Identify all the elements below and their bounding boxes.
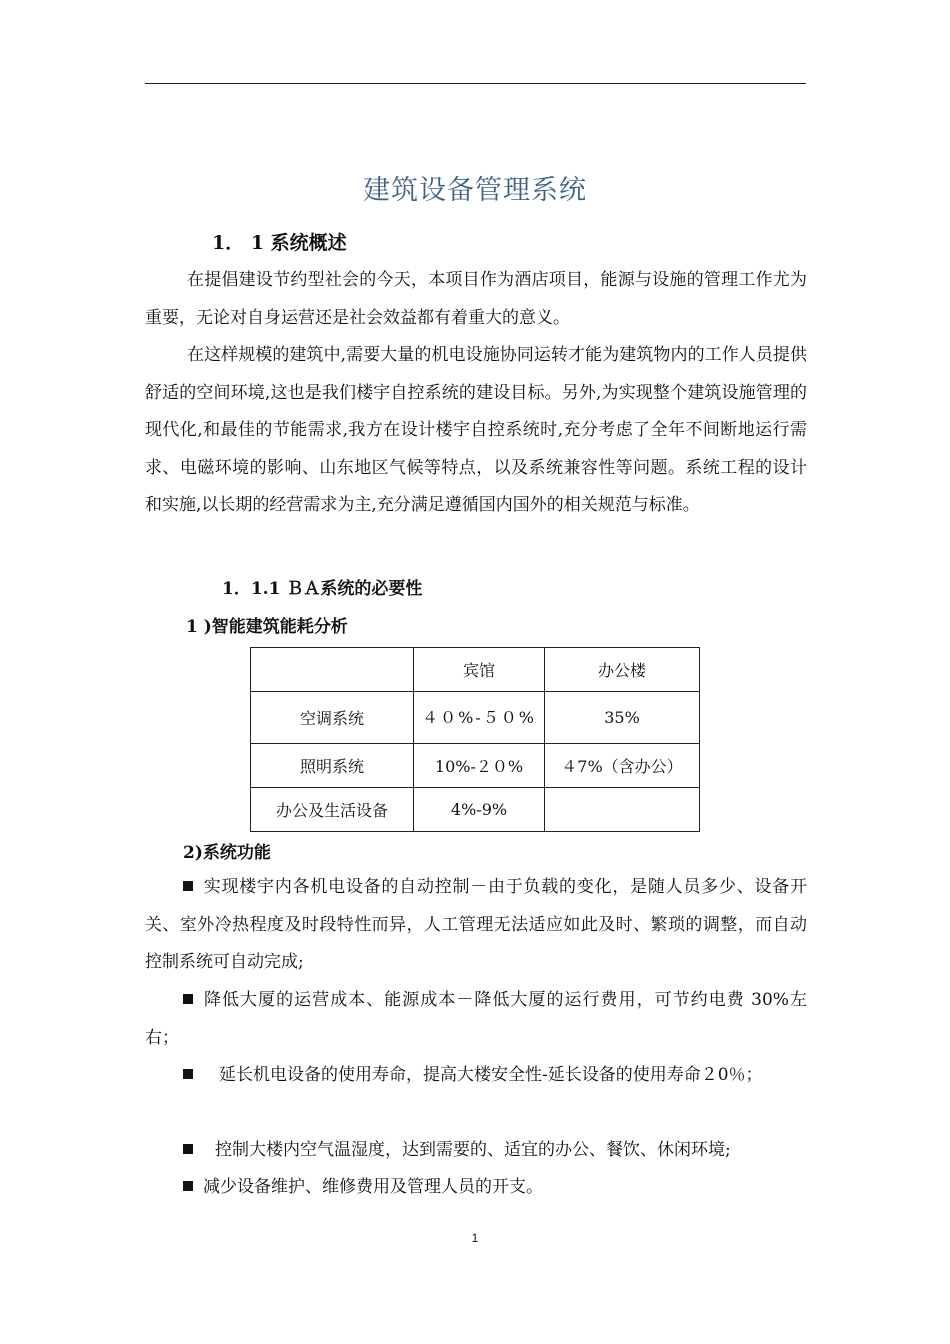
table-row	[251, 744, 700, 788]
subsection-heading: 1．1.1 ＢＡ系统的必要性	[222, 579, 423, 599]
table-cell	[251, 648, 414, 692]
analysis-heading: 1 )智能建筑能耗分析	[186, 617, 348, 637]
table-cell: ４7%（含办公）	[545, 744, 700, 788]
table-cell: 空调系统	[251, 692, 414, 744]
list-item	[145, 1057, 807, 1095]
table-header-cell: 办公楼	[545, 648, 700, 692]
table-cell: 10%-２０%	[414, 744, 545, 788]
table-cell: 办公及生活设备	[251, 788, 414, 832]
table-row	[251, 648, 700, 692]
table-header-cell: 宾馆	[414, 648, 545, 692]
page-number: 1	[471, 1231, 479, 1245]
paragraph-overview: 在提倡建设节约型社会的今天，本项目作为酒店项目，能源与设施的管理工作尤为重要，无论对自身运营还是社会效益都有着重大的意义。	[145, 270, 807, 328]
paragraph-design: 在这样规模的建筑中,需要大量的机电设施协同运转才能为建筑物内的工作人员提供舒适的空间环境,这也是我们楼宇自控系统的建设目标。另外,为实现整个建筑设施管理的现代化,和最佳的节能需求,我方在设计楼宇自控系统时,充分考虑了全年不间断地运行需求、电磁环境的影响、山东地区气候等特点，以及系统兼容性等问题。系统工程的设计和实施,以长期的经营需求为主,充分满足遵循国内国外的相关规范与标准。	[145, 345, 807, 515]
section-heading: 1． 1 系统概述	[212, 232, 347, 254]
header-rule	[145, 83, 806, 84]
list-item	[145, 869, 807, 982]
bullet-square-icon	[183, 994, 193, 1004]
list-item-text: 延长机电设备的使用寿命，提高大楼安全性-延长设备的使用寿命２0％；	[219, 1065, 763, 1085]
table-row	[251, 692, 700, 744]
list-item-text: 实现楼宇内各机电设备的自动控制－由于负载的变化，是随人员多少、设备开关、室外冷热程度及时段特性而异，人工管理无法适应如此及时、繁琐的调整，而自动控制系统可自动完成;	[145, 877, 807, 972]
list-item-text: 控制大楼内空气温湿度，达到需要的、适宜的办公、餐饮、休闲环境;	[215, 1140, 731, 1160]
bullet-square-icon	[183, 881, 193, 891]
table-cell: ４０%-５０%	[414, 692, 545, 744]
bullet-square-icon	[183, 1181, 193, 1191]
table-cell: 照明系统	[251, 744, 414, 788]
list-item-text: 减少设备维护、维修费用及管理人员的开支。	[203, 1177, 543, 1197]
bullet-square-icon	[183, 1069, 193, 1079]
table-cell: 4%-9%	[414, 788, 545, 832]
list-item	[145, 1169, 807, 1207]
table-cell	[545, 788, 700, 832]
list-item-text: 降低大厦的运营成本、能源成本－降低大厦的运行费用，可节约电费 30%左右；	[145, 990, 807, 1048]
list-item	[145, 982, 807, 1057]
document-title: 建筑设备管理系统	[363, 175, 587, 206]
energy-table	[250, 647, 700, 832]
bullet-square-icon	[183, 1144, 193, 1154]
list-item	[145, 1132, 807, 1170]
table-row	[251, 788, 700, 832]
function-heading: 2)系统功能	[183, 843, 271, 863]
table-cell: 35%	[545, 692, 700, 744]
